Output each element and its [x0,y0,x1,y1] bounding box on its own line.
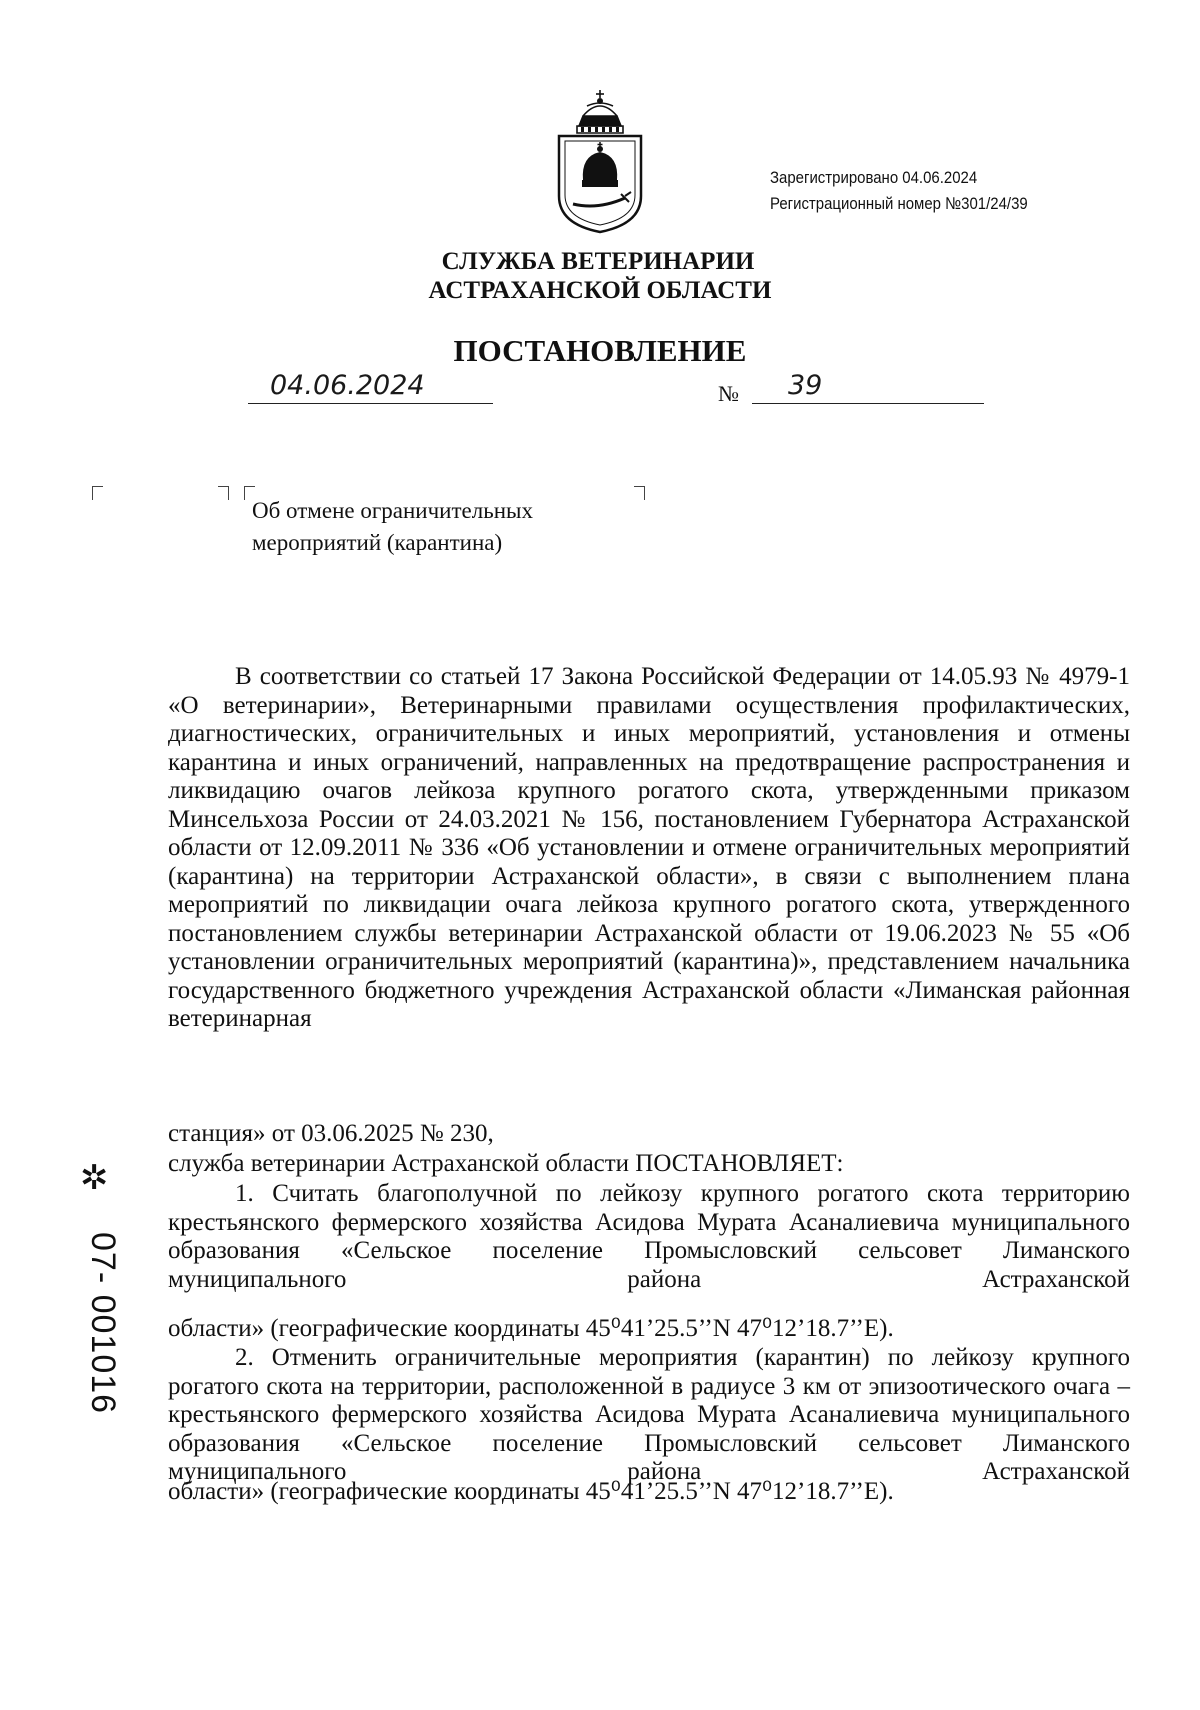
registration-date: Зарегистрировано 04.06.2024 [770,168,978,187]
preamble-paragraph: В соответствии со статьей 17 Закона Российской Федерации от 14.05.93 № 4979-1 «О ветеринарии», Ветеринарными правилами осуществления профилактических, диагностических, ограничительных и иных мероприятий, установления и отмены карантина и иных ограничений, направленных на предотвращение распространения и ликвидацию очагов лейкоза крупного рогатого скота, утвержденными приказом Минсельхоза России от 24.03.2021 № 156, постановлением Губернатора Астраханской области от 12.09.2011 № 336 «Об установлении и отмене ограничительных мероприятий (карантина) на территории Астраханской области», в связи с выполнением плана мероприятий по ликвидации очага лейкоза крупного рогатого скота, утвержденного постановлением службы ветеринарии Астраханской области от 19.06.2023 № 55 «Об установлении ограничительных мероприятий (карантина)», представлением начальника государственного бюджетного учреждения Астраханской области «Лиманская районная ветеринарная [168,663,1130,1032]
decree-item-2: 2. Отменить ограничительные мероприятия (карантин) по лейкозу крупного рогатого скота на территории, расположенной в радиусе 3 км от эпизоотического очага – крестьянского фермерского хозяйства Асидова Мурата Асаналиевича муниципального образования «Сельское поселение Промысловский сельсовет Лиманского муниципального района Астраханской [168,1344,1130,1485]
subject-line1: Об отмене ограничительных [252,498,533,523]
number-label: № [718,381,739,406]
margin-registration-code: 07- 001016 [84,1232,122,1415]
coat-of-arms-emblem [553,86,647,236]
decree-statement: служба ветеринарии Астраханской области ПОСТАНОВЛЯЕТ: [168,1150,844,1177]
date-underline [248,403,493,404]
corner-mark-inner-right [218,486,229,500]
decree-item-2-end: области» (географические координаты 45⁰41’25.5’’N 47⁰12’18.7’’E). [168,1478,894,1505]
document-type-title: ПОСТАНОВЛЕНИЕ [453,333,747,368]
number-underline [752,403,984,404]
decree-item-1-end: области» (географические координаты 45⁰41’25.5’’N 47⁰12’18.7’’E). [168,1315,894,1342]
document-number: 39 [788,370,823,401]
document-date: 04.06.2024 [270,370,425,401]
corner-mark-outer-right [634,486,645,500]
organization-name-line1: СЛУЖБА ВЕТЕРИНАРИИ [441,248,755,275]
decree-item-1: 1. Считать благополучной по лейкозу крупного рогатого скота территорию крестьянского фермерского хозяйства Асидова Мурата Асаналиевича муниципального образования «Сельское поселение Промысловский сельсовет Лиманского муниципального района Астраханской [168,1180,1130,1293]
corner-mark-outer-left [92,486,103,500]
margin-asterisk-mark: ✲ [80,1158,109,1198]
organization-name-line2: АСТРАХАНСКОЙ ОБЛАСТИ [428,277,772,304]
subject-line2: мероприятий (карантина) [252,530,503,555]
preamble-paragraph-end: станция» от 03.06.2025 № 230, [168,1120,494,1147]
registration-number: Регистрационный номер №301/24/39 [770,194,1028,213]
